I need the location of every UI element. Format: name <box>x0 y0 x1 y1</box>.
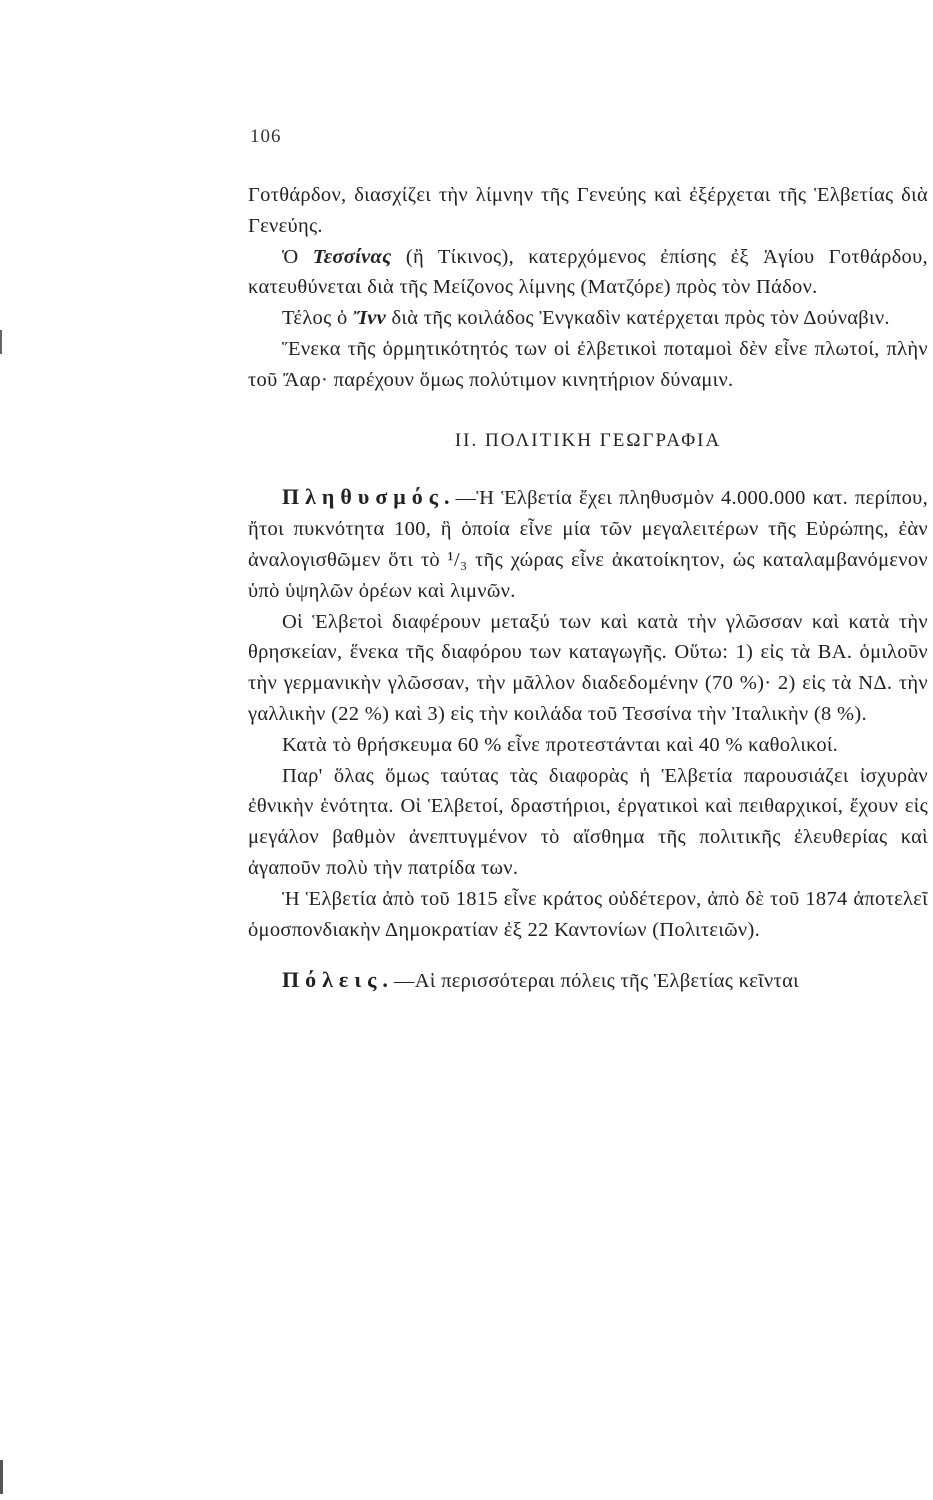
paragraph-inn-text: διὰ τῆς κοιλάδος Ἐνγκαδὶν κατέρχεται πρὸς τὸν Δούναβιν. <box>386 307 890 330</box>
paragraph-inn-lead: Τέλος ὁ <box>282 307 353 330</box>
paragraph-unity: Παρ' ὅλας ὅμως ταύτας τὰς διαφορὰς ἡ Ἑλβετία παρουσιάζει ἰσχυρὰν ἐθνικὴν ἑνότητα. Οἱ Ἑλβετοί, δραστήριοι, ἐργατικοὶ καὶ πειθαρχικοί, ἔχουν εἰς μεγάλον βαθμὸν ἀνεπτυγμένον τὸ αἴσθημα τῆς πολιτικῆς ἐλευθερίας καὶ ἀγαποῦν πολὺ τὴν πατρίδα των. <box>248 764 928 879</box>
section-title: II. ΠΟΛΙΤΙΚΗ ΓΕΩΓΡΑΦΙΑ <box>454 429 722 451</box>
paragraph-cities <box>248 965 928 997</box>
population-text: —Ἡ Ἑλβετία ἔχει πληθυσμὸν 4.000.000 κατ. περίπου, ἤτοι πυκνότητα 100, ἣ ὁποία εἶνε μία τῶν μεγαλειτέρων τῆς Εὐρώπης, ἐὰν ἀναλογισθῶμεν ὅτι τὸ ¹/₃ τῆς χώρας εἶνε ἀκατοίκητον, ὡς καταλαμβανόμενον ὑπὸ ὑψηλῶν ὀρέων καὶ λιμνῶν. <box>248 487 928 602</box>
scan-edge-mark <box>0 330 2 354</box>
paragraph-inn <box>248 303 928 334</box>
paragraph-languages: Οἱ Ἑλβετοὶ διαφέρουν μεταξύ των καὶ κατὰ τὴν γλῶσσαν καὶ κατὰ τὴν θρησκείαν, ἕνεκα τῆς διαφόρου των καταγωγῆς. Οὕτω: 1) εἰς τὰ ΒΑ. ὁμιλοῦν τὴν γερμανικὴν γλῶσσαν, τὴν μᾶλλον διαδεδομένην (70 %)· 2) εἰς τὰ ΝΔ. τὴν γαλλικὴν (22 %) καὶ 3) εἰς τὴν κοιλάδα τοῦ Τεσσίνα τὴν Ἰταλικὴν (8 %). <box>248 610 928 725</box>
paragraph-ticino-lead: Ὁ <box>282 245 313 268</box>
paragraph-population <box>248 482 928 606</box>
paragraph-ticino-text: (ἢ Τίκινος), κατερχόμενος ἐπίσης ἐξ Ἁγίου Γοτθάρδου, κατευθύνεται διὰ τῆς Μείζονος λίμνης (Ματζόρε) πρὸς τὸν Πάδον. <box>248 245 928 299</box>
paragraph-navigability: Ἕνεκα τῆς ὁρμητικότητός των οἱ ἐλβετικοὶ ποταμοὶ δὲν εἶνε πλωτοί, πλὴν τοῦ Ἄαρ· παρέχουν ὅμως πολύτιμον κινητήριον δύναμιν. <box>248 337 928 391</box>
paragraph-rhone: Γοτθάρδον, διασχίζει τὴν λίμνην τῆς Γενεύης καὶ ἐξέρχεται τῆς Ἑλβετίας διὰ Γενεύης. <box>248 184 928 237</box>
cities-text: —Αἱ περισσότεραι πόλεις τῆς Ἑλβετίας κεῖνται <box>393 970 799 993</box>
river-name-ticino: Τεσσίνας <box>312 245 392 268</box>
page-body <box>248 180 928 997</box>
cities-heading: Πόλεις. <box>282 967 394 993</box>
paragraph-confederation: Ἡ Ἑλβετία ἀπὸ τοῦ 1815 εἶνε κράτος οὐδέτερον, ἀπὸ δὲ τοῦ 1874 ἀποτελεῖ ὁμοσπονδιακὴν Δημοκρατίαν ἐξ 22 Καντονίων (Πολιτειῶν). <box>248 887 928 941</box>
scan-edge-mark-bottom <box>0 1460 3 1494</box>
paragraph-religion: Κατὰ τὸ θρήσκευμα 60 % εἶνε προτεστάνται καὶ 40 % καθολικοί. <box>282 733 839 756</box>
paragraph-ticino <box>248 242 928 304</box>
population-heading: Πληθυσμός. <box>282 484 456 510</box>
page-number: 106 <box>250 126 282 147</box>
river-name-inn: Ἴνν <box>352 307 387 330</box>
